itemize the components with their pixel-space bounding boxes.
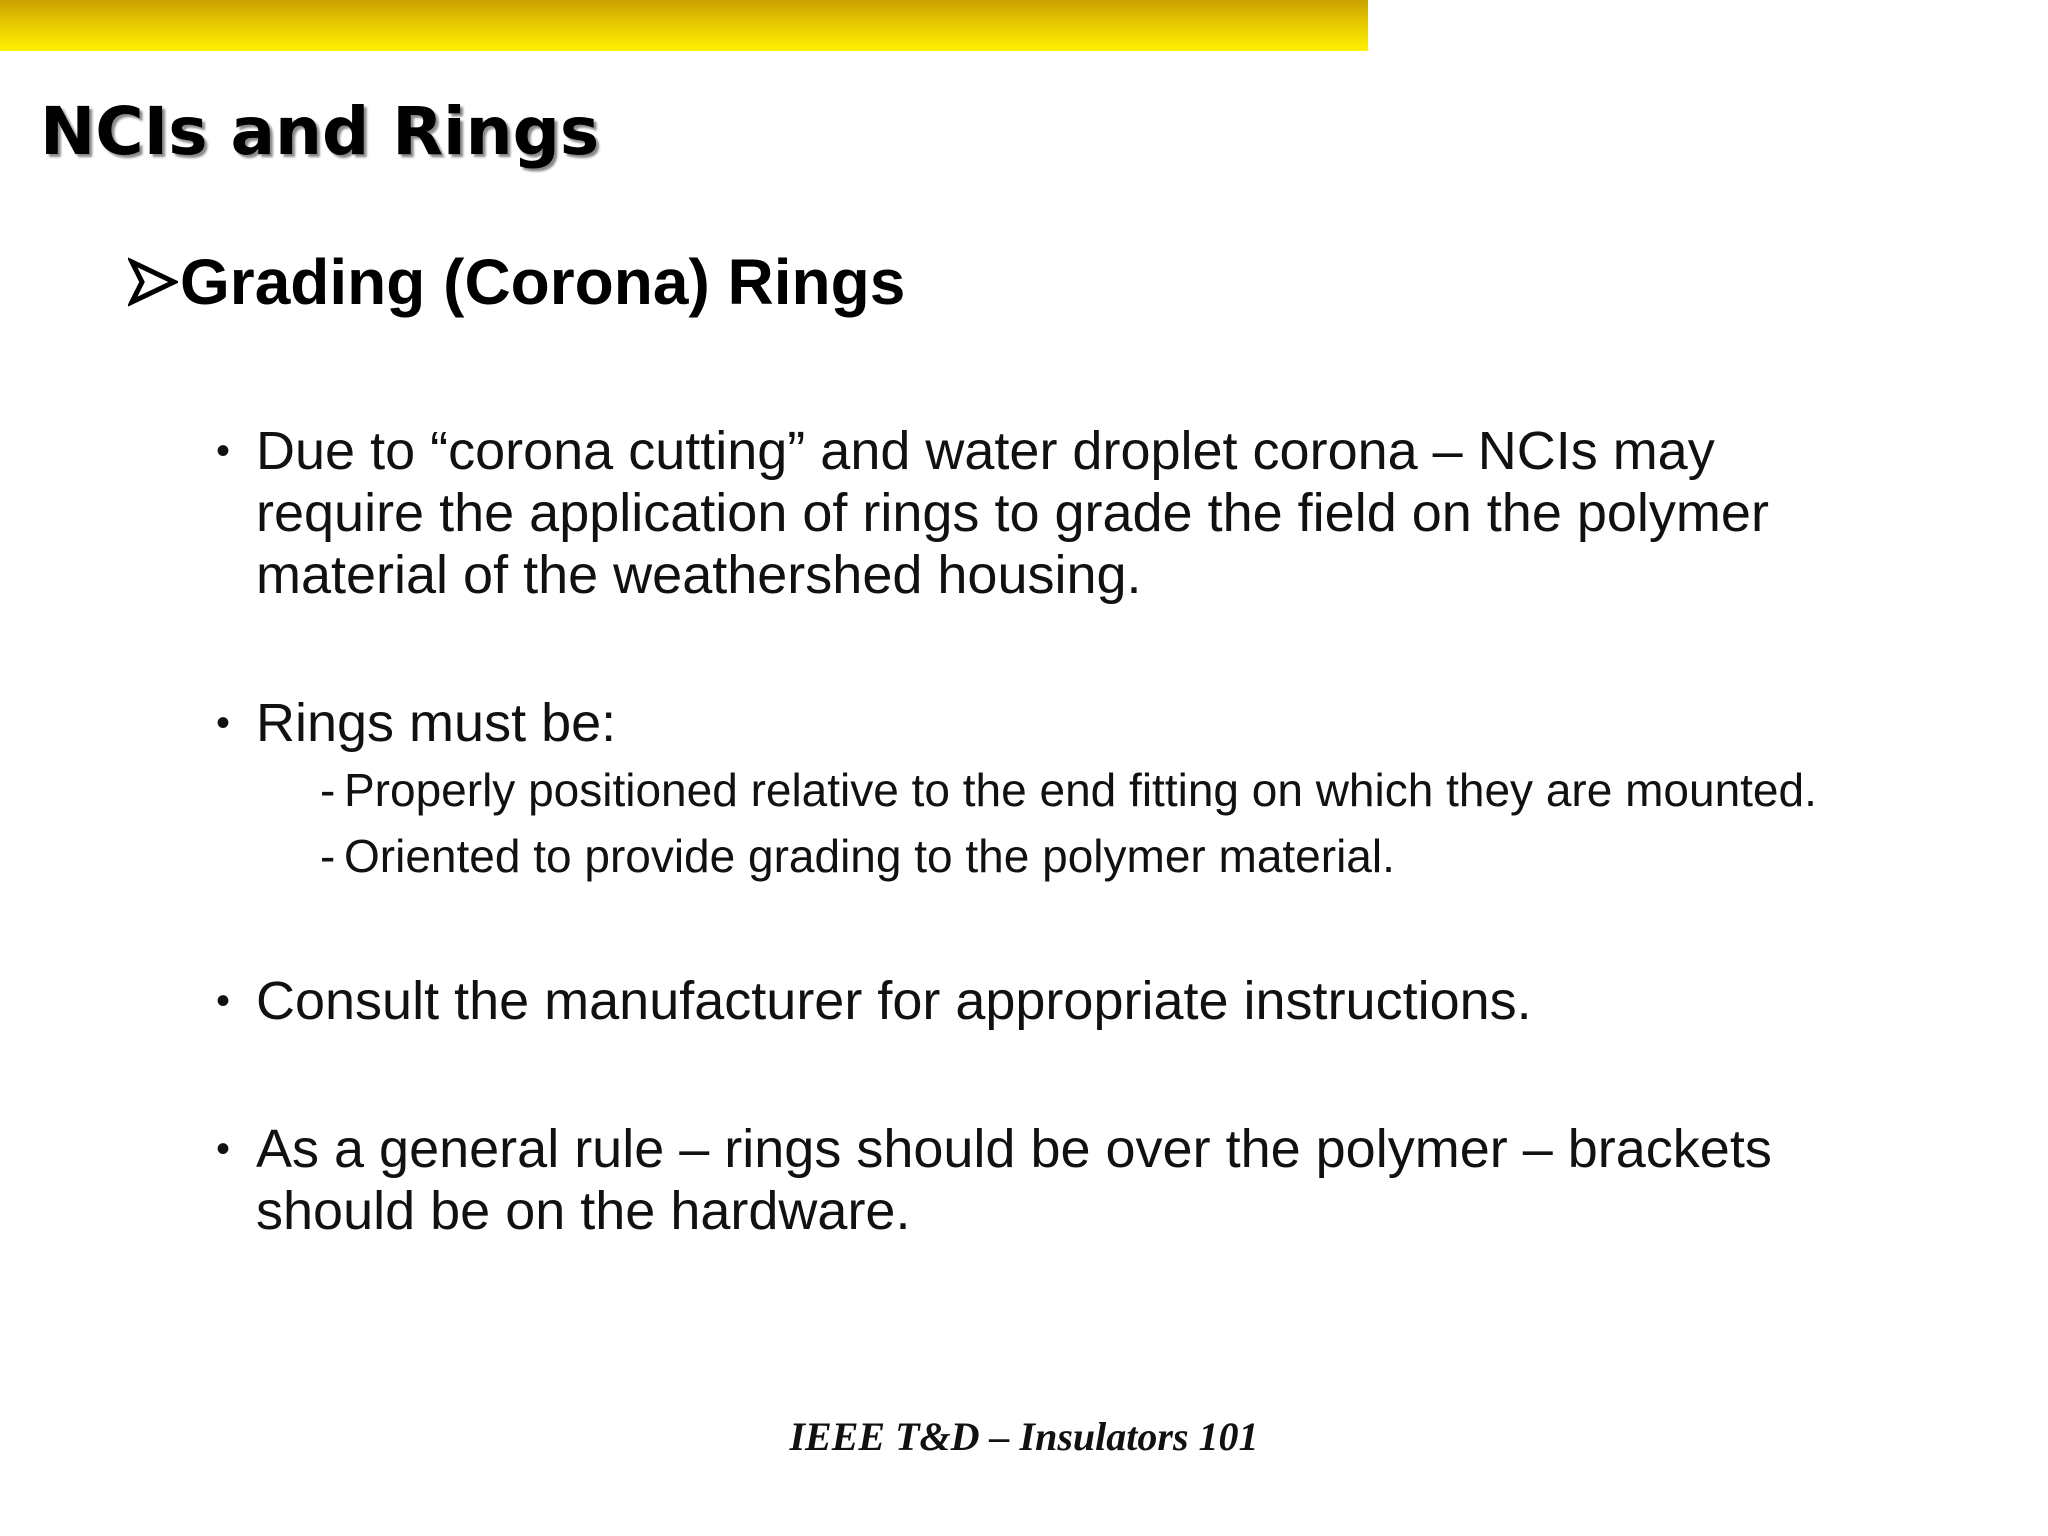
- bullet-text: Rings must be:: [256, 693, 617, 753]
- bullet-list: [210, 420, 1890, 1242]
- dash-bullet-icon: -: [320, 830, 336, 882]
- list-item: [210, 692, 1890, 884]
- bullet-text: Due to “corona cutting” and water droplet corona – NCIs may require the application of rings to grade the field on the polymer material of the weathershed housing.: [256, 421, 1769, 605]
- arrowhead-bullet-icon: [128, 256, 178, 308]
- bullet-dot-icon: •: [216, 701, 231, 745]
- list-item: [210, 420, 1890, 606]
- section-heading-text: Grading (Corona) Rings: [180, 246, 906, 318]
- slide-title: NCIs and Rings: [40, 93, 600, 170]
- sub-bullet-list: [256, 762, 1890, 884]
- bullet-dot-icon: •: [216, 429, 231, 473]
- sub-bullet-text: Oriented to provide grading to the polymer material.: [344, 830, 1395, 882]
- dash-bullet-icon: -: [320, 764, 336, 816]
- bullet-dot-icon: •: [216, 979, 231, 1023]
- section-heading: [128, 240, 905, 324]
- bullet-text: Consult the manufacturer for appropriate instructions.: [256, 971, 1532, 1031]
- top-banner-bar: [0, 0, 1368, 51]
- sub-list-item: [320, 828, 1890, 884]
- sub-list-item: [320, 762, 1890, 818]
- bullet-text: As a general rule – rings should be over the polymer – brackets should be on the hardware.: [256, 1119, 1772, 1241]
- sub-bullet-text: Properly positioned relative to the end fitting on which they are mounted.: [344, 764, 1817, 816]
- list-item: [210, 1118, 1890, 1242]
- bullet-dot-icon: •: [216, 1127, 231, 1171]
- slide-footer: IEEE T&D – Insulators 101: [789, 1414, 1259, 1459]
- list-item: [210, 970, 1890, 1032]
